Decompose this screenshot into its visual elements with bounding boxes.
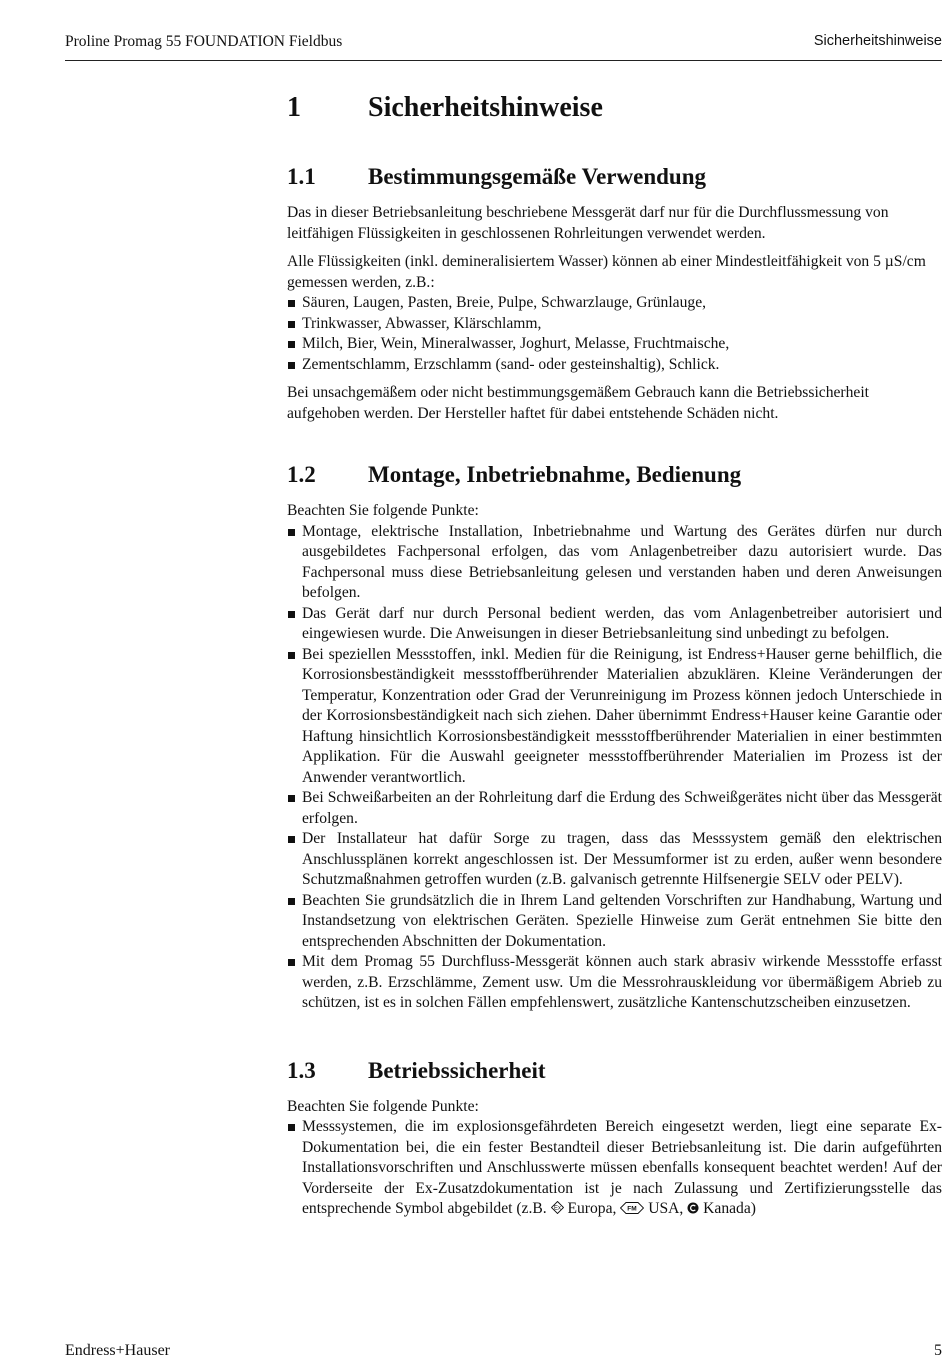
list-item: Der Installateur hat dafür Sorge zu tragen, dass das Messsystem gemäß den elektrischen Anschlussplänen korrekt angeschlossen ist. Der Messumformer ist zu erden, außer wenn besondere Schutzmaßnahmen getroffen wurden (z.B. galvanisch getrennte Hilfsenergie SELV oder PELV). (287, 829, 942, 891)
paragraph: Das in dieser Betriebsanleitung beschriebene Messgerät darf nur für die Durchflussmessung von leitfähigen Flüssigkeiten in geschlossenen Rohrleitungen verwendet werden. (287, 204, 889, 242)
list-item: Das Gerät darf nur durch Personal bedient werden, das vom Anlagenbetreiber autorisiert und eingewiesen wurde. Die Anweisungen in dieser Betriebsanleitung sind unbedingt zu befolgen. (287, 604, 942, 645)
list-item: Trinkwasser, Abwasser, Klärschlamm, (287, 314, 942, 335)
header-section-title: Sicherheitshinweise (813, 33, 942, 49)
usa-label: USA, (648, 1200, 684, 1217)
list-item: Milch, Bier, Wein, Mineralwasser, Joghurt, Melasse, Fruchtmaische, (287, 334, 942, 355)
section-heading-1-3 (287, 1058, 942, 1092)
csa-icon (687, 1202, 699, 1214)
page-header (65, 30, 942, 61)
section-title: Bestimmungsgemäße Verwendung (368, 164, 707, 189)
section-heading-1-1 (287, 164, 942, 198)
section-number: 1.1 (287, 164, 316, 189)
europe-label: Europa, (567, 1200, 617, 1217)
paragraph: Bei unsachgemäßem oder nicht bestimmungsgemäßem Gebrauch kann die Betriebssicherheit aufgehoben werden. Der Hersteller haftet für dabei entstehende Schäden nicht. (287, 384, 869, 422)
bullet-list (287, 1117, 942, 1220)
svg-text:FM: FM (627, 1205, 638, 1213)
svg-text:Ex: Ex (553, 1205, 561, 1212)
list-item: Beachten Sie grundsätzlich die in Ihrem Land geltenden Vorschriften zur Handhabung, Wartung und Instandsetzung von elektrischen Geräten. Spezielle Hinweise zum Gerät entnehmen Sie bitte den entsprechenden Abschnitten der Dokumentation. (287, 891, 942, 953)
paragraph: Alle Flüssigkeiten (inkl. demineralisiertem Wasser) können ab einer Mindestleitfähigkeit von 5 µS/cm gemessen werden, z.B.: (287, 253, 926, 291)
list-item: Bei speziellen Messstoffen, inkl. Medien für die Reinigung, ist Endress+Hauser gerne behilflich, die Korrosionsbeständigkeit messstoffberührender Materialien abzuklären. Kleine Veränderungen der Temperatur, Konzentration oder Grad der Verunreinigung im Prozess können jedoch Unterschiede in der Korrosionsbeständigkeit nach sich ziehen. Daher übernimmt Endress+Hauser keine Garantie oder Haftung hinsichtlich Korrosionsbeständigkeit messstoffberührender Materialien in einer bestimmten Applikation. Für die Auswahl geeigneter messstoffberührender Materialien im Prozess ist der Anwender verantwortlich. (287, 645, 942, 789)
chapter-title: Sicherheitshinweise (368, 92, 603, 123)
paragraph: Beachten Sie folgende Punkte: (287, 1097, 479, 1115)
fm-approval-icon (620, 1202, 644, 1214)
section-heading-1-2 (287, 462, 942, 496)
section-title: Montage, Inbetriebnahme, Bedienung (368, 462, 742, 487)
chapter-heading (287, 92, 942, 132)
list-item-text: Messsystemen, die im explosionsgefährdeten Bereich eingesetzt werden, liegt eine separate Ex-Dokumentation bei, die ein fester Bestandteil dieser Betriebsanleitung ist. Die darin aufgeführten Installationsvorschriften und Anschlusswerte müssen ebenfalls konsequent beachtet werden! Auf der Vorderseite der Ex-Zusatzdokumentation ist je nach Zulassung und Zertifizierungsstelle das entsprechende Symbol abgebildet (z.B. (302, 1118, 942, 1217)
bullet-list (287, 293, 942, 375)
section-number: 1.3 (287, 1057, 316, 1083)
section-number: 1.2 (287, 462, 316, 487)
paragraph: Beachten Sie folgende Punkte: (287, 502, 479, 519)
footer-company: Endress+Hauser (65, 1342, 170, 1359)
canada-label: Kanada) (703, 1200, 756, 1217)
bullet-list (287, 522, 942, 1014)
page-content (287, 92, 942, 1228)
header-document-title: Proline Promag 55 FOUNDATION Fieldbus (65, 33, 343, 50)
section-title: Betriebssicherheit (368, 1057, 546, 1083)
list-item: Zementschlamm, Erzschlamm (sand- oder gesteinshaltig), Schlick. (287, 355, 942, 376)
list-item: Säuren, Laugen, Pasten, Breie, Pulpe, Schwarzlauge, Grünlauge, (287, 293, 942, 314)
page-number: 5 (934, 1342, 942, 1359)
chapter-number: 1 (287, 92, 301, 123)
list-item: Montage, elektrische Installation, Inbetriebnahme und Wartung des Gerätes dürfen nur durch ausgebildetes Fachpersonal erfolgen, das vom Anlagenbetreiber dazu autorisiert wurde. Das Fachpersonal muss diese Betriebsanleitung gelesen und verstanden haben und deren Anweisungen befolgen. (287, 522, 942, 604)
list-item: Bei Schweißarbeiten an der Rohrleitung darf die Erdung des Schweißgerätes nicht über das Messgerät erfolgen. (287, 788, 942, 829)
ex-europe-icon (551, 1201, 564, 1214)
list-item (287, 1117, 942, 1220)
list-item: Mit dem Promag 55 Durchfluss-Messgerät können auch stark abrasiv wirkende Messstoffe erfasst werden, z.B. Erzschlämme, Zement usw. Um die Messrohrauskleidung vor übermäßigem Abrieb zu schützen, ist es in solchen Fällen empfehlenswert, zusätzliche Kantenschutzscheiben einzusetzen. (287, 952, 942, 1014)
